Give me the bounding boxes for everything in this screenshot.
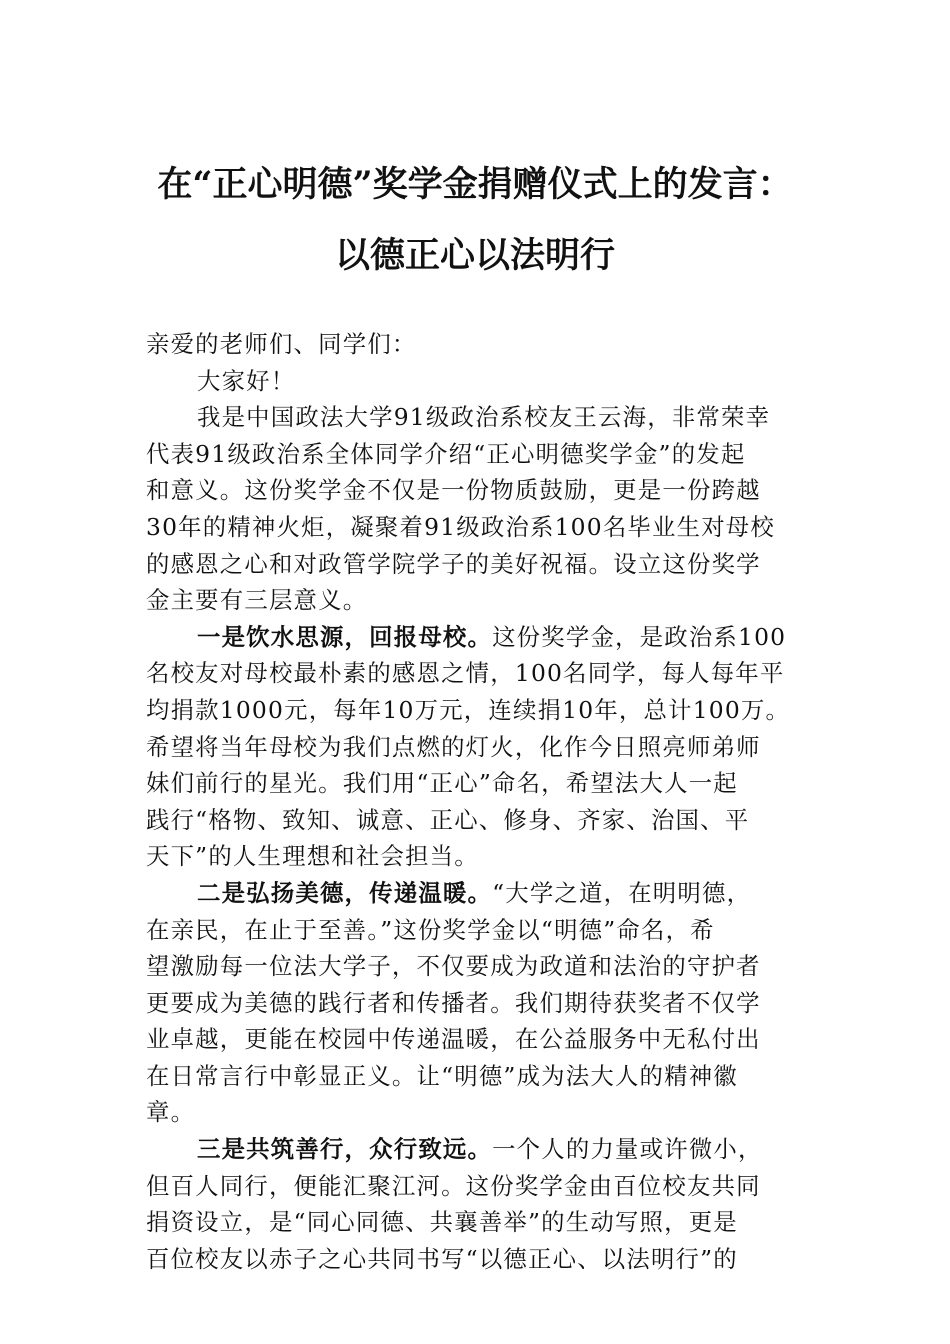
body-line-text: 30年的精神火炬，凝聚着91级政治系100名毕业生对母校 bbox=[146, 512, 775, 541]
body-line-text: 亲爱的老师们、同学们： bbox=[146, 330, 417, 358]
body-line-text: 更要成为美德的践行者和传播者。我们期待获奖者不仅学 bbox=[146, 988, 761, 1017]
body-line bbox=[146, 948, 836, 985]
body-line-text: 章。 bbox=[146, 1098, 196, 1127]
document-title-line-1: 在“正心明德”奖学金捐赠仪式上的发言： bbox=[157, 164, 793, 205]
body-line bbox=[146, 509, 836, 546]
body-line bbox=[146, 1094, 836, 1131]
body-line bbox=[146, 1058, 836, 1095]
body-line bbox=[146, 399, 836, 436]
body-line-text: 代表91级政治系全体同学介绍“正心明德奖学金”的发起 bbox=[146, 439, 746, 468]
body-line bbox=[146, 436, 836, 473]
body-line bbox=[146, 985, 836, 1022]
body-line-text: 百位校友以赤子之心共同书写“以德正心、以法明行”的 bbox=[146, 1244, 738, 1273]
body-line-text: 业卓越，更能在校园中传递温暖，在公益服务中无私付出 bbox=[146, 1025, 761, 1054]
body-line bbox=[146, 729, 836, 766]
body-line bbox=[146, 582, 836, 619]
body-line bbox=[146, 363, 836, 400]
body-line-text: 和意义。这份奖学金不仅是一份物质鼓励，更是一份跨越 bbox=[146, 476, 761, 505]
body-line-text: 这份奖学金，是政治系100 bbox=[492, 622, 787, 651]
body-line bbox=[146, 692, 836, 729]
body-line bbox=[146, 912, 836, 949]
body-line-text: 捐资设立，是“同心同德、共襄善举”的生动写照，更是 bbox=[146, 1208, 738, 1237]
body-line-text: 大家好！ bbox=[197, 366, 296, 395]
body-line bbox=[146, 619, 836, 656]
body-line bbox=[146, 546, 836, 583]
section-heading: 一是饮水思源，回报母校。 bbox=[197, 622, 493, 651]
body-line bbox=[146, 655, 836, 692]
body-line bbox=[146, 1204, 836, 1241]
body-line bbox=[146, 1168, 836, 1205]
body-line bbox=[146, 875, 836, 912]
body-line-text: 的感恩之心和对政管学院学子的美好祝福。设立这份奖学 bbox=[146, 549, 761, 578]
body-line-text: 希望将当年母校为我们点燃的灯火，化作今日照亮师弟师 bbox=[146, 732, 761, 761]
document-body bbox=[146, 326, 836, 1277]
section-heading: 二是弘扬美德，传递温暖。 bbox=[197, 878, 493, 907]
body-line-text: 望激励每一位法大学子，不仅要成为政道和法治的守护者 bbox=[146, 952, 761, 981]
body-line-text: 在日常言行中彰显正义。让“明德”成为法大人的精神徽 bbox=[146, 1061, 738, 1090]
body-line-text: 妹们前行的星光。我们用“正心”命名，希望法大人一起 bbox=[146, 769, 738, 798]
body-line bbox=[146, 802, 836, 839]
section-heading: 三是共筑善行，众行致远。 bbox=[197, 1135, 493, 1164]
body-line bbox=[146, 326, 836, 363]
body-line bbox=[146, 765, 836, 802]
body-line-text: 我是中国政法大学91级政治系校友王云海，非常荣幸 bbox=[197, 403, 771, 432]
body-line bbox=[146, 1241, 836, 1278]
body-line-text: 天下”的人生理想和社会担当。 bbox=[146, 842, 479, 871]
body-line-text: 践行“格物、致知、诚意、正心、修身、齐家、治国、平 bbox=[146, 805, 750, 834]
body-line-text: 在亲民，在止于至善。”这份奖学金以“明德”命名，希 bbox=[146, 915, 715, 944]
body-line bbox=[146, 472, 836, 509]
body-line-text: 金主要有三层意义。 bbox=[146, 586, 368, 615]
body-line-text: 名校友对母校最朴素的感恩之情，100名同学，每人每年平 bbox=[146, 659, 785, 688]
body-line bbox=[146, 1131, 836, 1168]
body-line-text: 一个人的力量或许微小， bbox=[492, 1135, 763, 1164]
body-line-text: 均捐款1000元，每年10万元，连续捐10年，总计100万。 bbox=[146, 695, 791, 724]
document-title-line-2: 以德正心以法明行 bbox=[334, 235, 615, 276]
body-line-text: “大学之道，在明明德， bbox=[492, 878, 752, 907]
body-line-text: 但百人同行，便能汇聚江河。这份奖学金由百位校友共同 bbox=[146, 1171, 761, 1200]
body-line bbox=[146, 1021, 836, 1058]
body-line bbox=[146, 838, 836, 875]
